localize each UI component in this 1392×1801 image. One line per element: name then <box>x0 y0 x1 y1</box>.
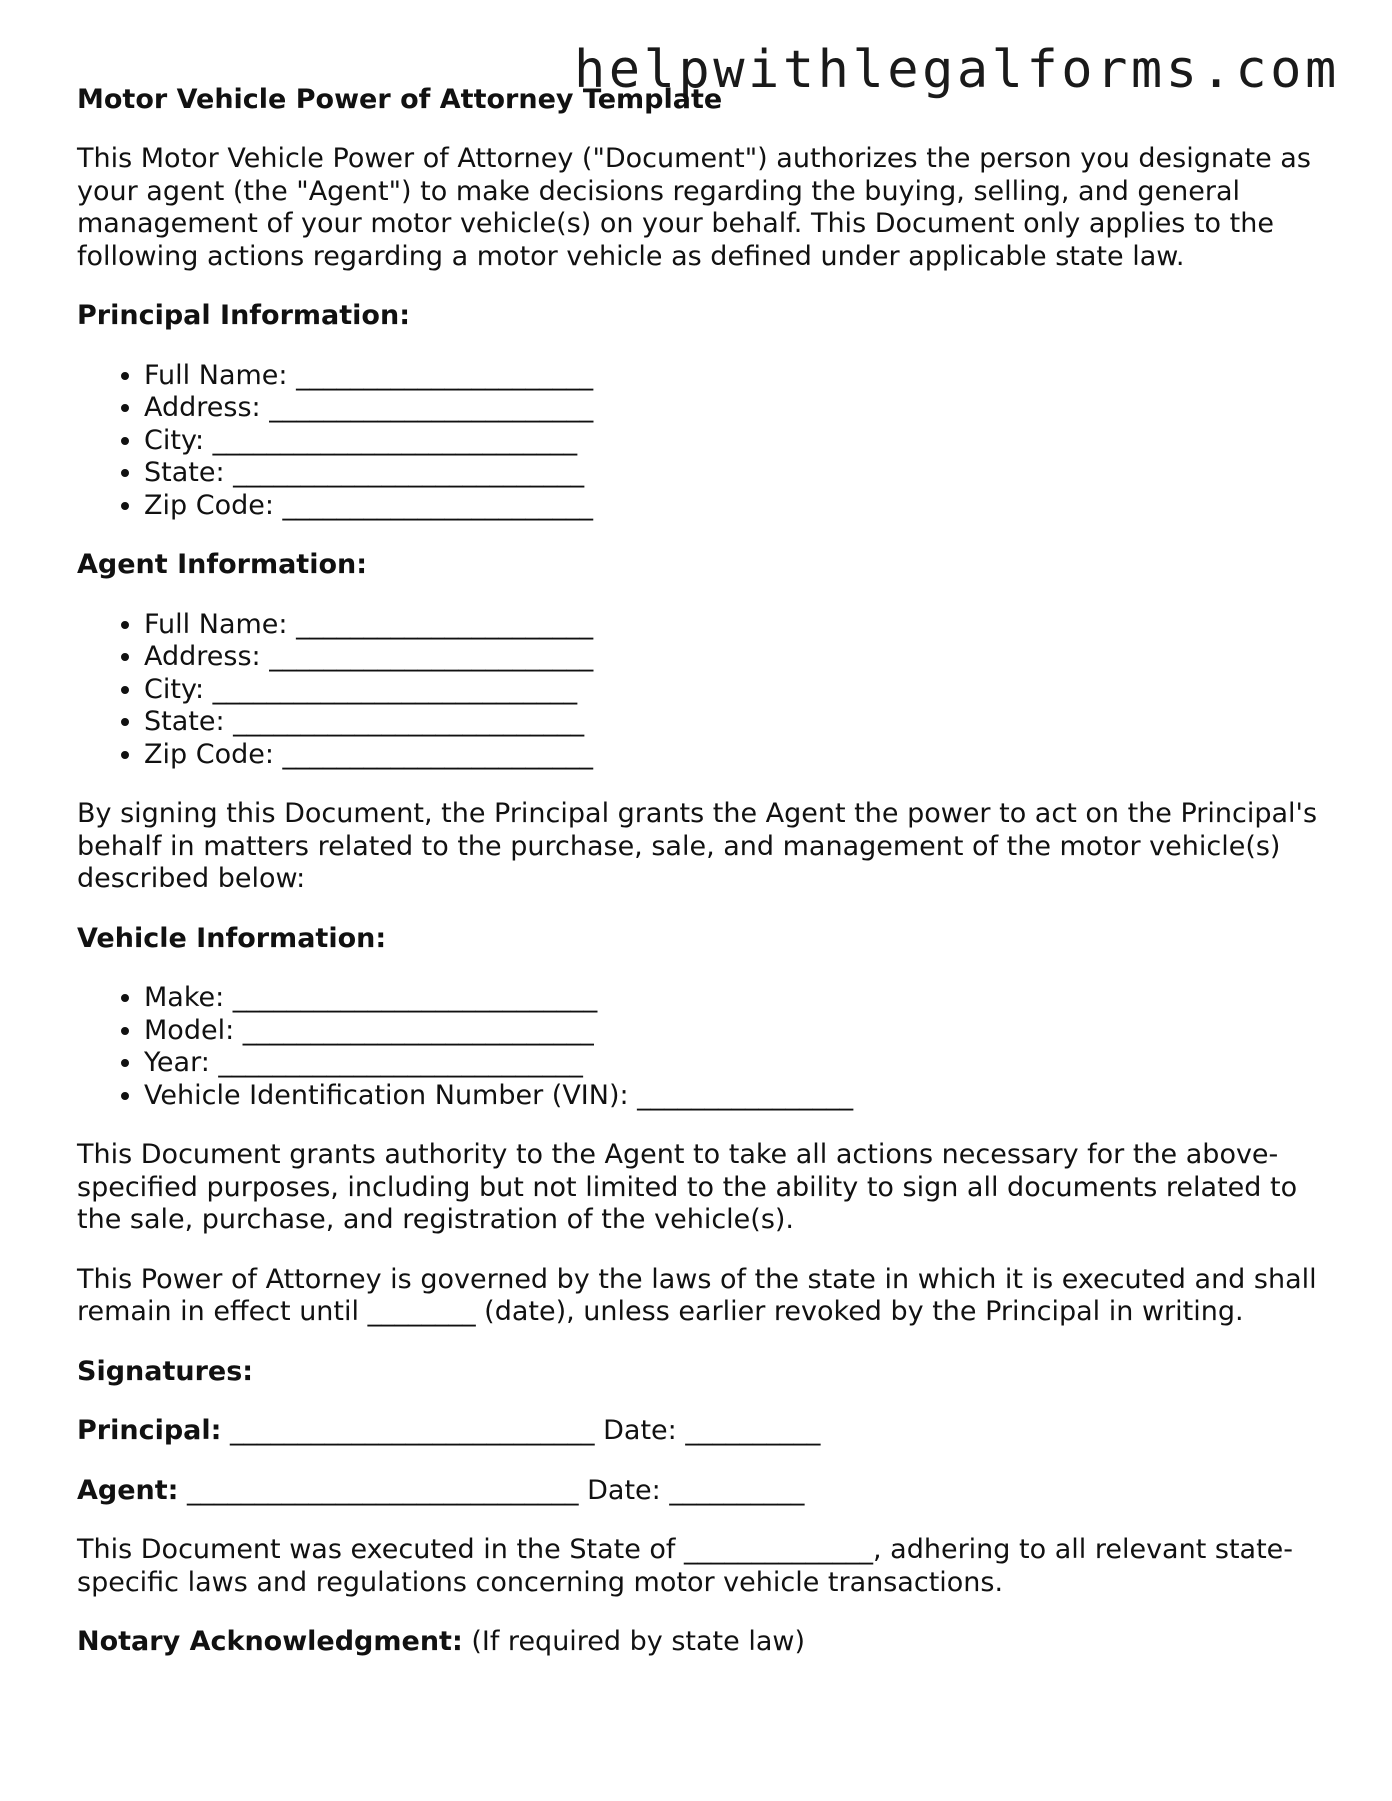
notary-note: (If required by state law) <box>462 1626 805 1657</box>
principal-address-field[interactable]: • Address: ________________________ <box>144 392 1337 425</box>
principal-signature-blank[interactable]: ___________________________ Date: __________ <box>221 1415 821 1446</box>
vehicle-model-field[interactable]: • Model: __________________________ <box>144 1015 1337 1048</box>
vehicle-field-list <box>77 982 1337 1112</box>
notary-label: Notary Acknowledgment: <box>77 1626 463 1657</box>
vehicle-vin-field[interactable]: • Vehicle Identification Number (VIN): ________________ <box>144 1080 1337 1113</box>
agent-address-field[interactable]: • Address: ________________________ <box>144 641 1337 674</box>
vehicle-heading: Vehicle Information: <box>77 922 387 954</box>
principal-full-name-field[interactable]: • Full Name: ______________________ <box>144 360 1337 393</box>
agent-field-list <box>77 609 1337 772</box>
principal-field-list <box>77 360 1337 523</box>
principal-signature-line[interactable] <box>77 1415 1337 1448</box>
executed-state-paragraph: This Document was executed in the State of ______________, adhering to all relevant state-specific laws and regulations concerning motor vehicle transactions. <box>77 1534 1294 1598</box>
notary-line <box>77 1626 1337 1659</box>
site-watermark: helpwithlegalforms.com <box>574 40 1340 100</box>
agent-signature-label: Agent: <box>77 1474 179 1506</box>
document-title: Motor Vehicle Power of Attorney Template <box>77 84 723 115</box>
agent-city-field[interactable]: • City: ___________________________ <box>144 674 1337 707</box>
intro-paragraph: This Motor Vehicle Power of Attorney ("Document") authorizes the person you designate as your agent (the "Agent") to make decisions regarding the buying, selling, and general management of your motor vehicle(s) on your behalf. This Document only applies to the following actions regarding a motor vehicle as defined under applicable state law. <box>77 143 1311 272</box>
principal-heading: Principal Information: <box>77 300 411 331</box>
signatures-heading: Signatures: <box>77 1355 254 1387</box>
authority-paragraph: This Document grants authority to the Agent to take all actions necessary for the above-specified purposes, including but not limited to the ability to sign all documents related to the sale, purchase, and registration of the vehicle(s). <box>77 1139 1298 1235</box>
governing-law-paragraph: This Power of Attorney is governed by the laws of the state in which it is executed and shall remain in effect until ________ (date), unless earlier revoked by the Principal in writing. <box>77 1263 1317 1327</box>
vehicle-year-field[interactable]: • Year: ___________________________ <box>144 1047 1337 1080</box>
vehicle-make-field[interactable]: • Make: ___________________________ <box>144 982 1337 1015</box>
principal-city-field[interactable]: • City: ___________________________ <box>144 425 1337 458</box>
agent-full-name-field[interactable]: • Full Name: ______________________ <box>144 609 1337 642</box>
principal-state-field[interactable]: • State: __________________________ <box>144 457 1337 490</box>
agent-signature-line[interactable] <box>77 1475 1337 1508</box>
principal-zip-field[interactable]: • Zip Code: _______________________ <box>144 490 1337 523</box>
grant-paragraph: By signing this Document, the Principal grants the Agent the power to act on the Principal's behalf in matters related to the purchase, sale, and management of the motor vehicle(s) described below: <box>77 798 1318 894</box>
principal-signature-label: Principal: <box>77 1415 222 1446</box>
agent-signature-blank[interactable]: _____________________________ Date: __________ <box>178 1474 805 1506</box>
document-body <box>77 84 1337 1686</box>
agent-zip-field[interactable]: • Zip Code: _______________________ <box>144 739 1337 772</box>
agent-state-field[interactable]: • State: __________________________ <box>144 706 1337 739</box>
agent-heading: Agent Information: <box>77 549 368 580</box>
